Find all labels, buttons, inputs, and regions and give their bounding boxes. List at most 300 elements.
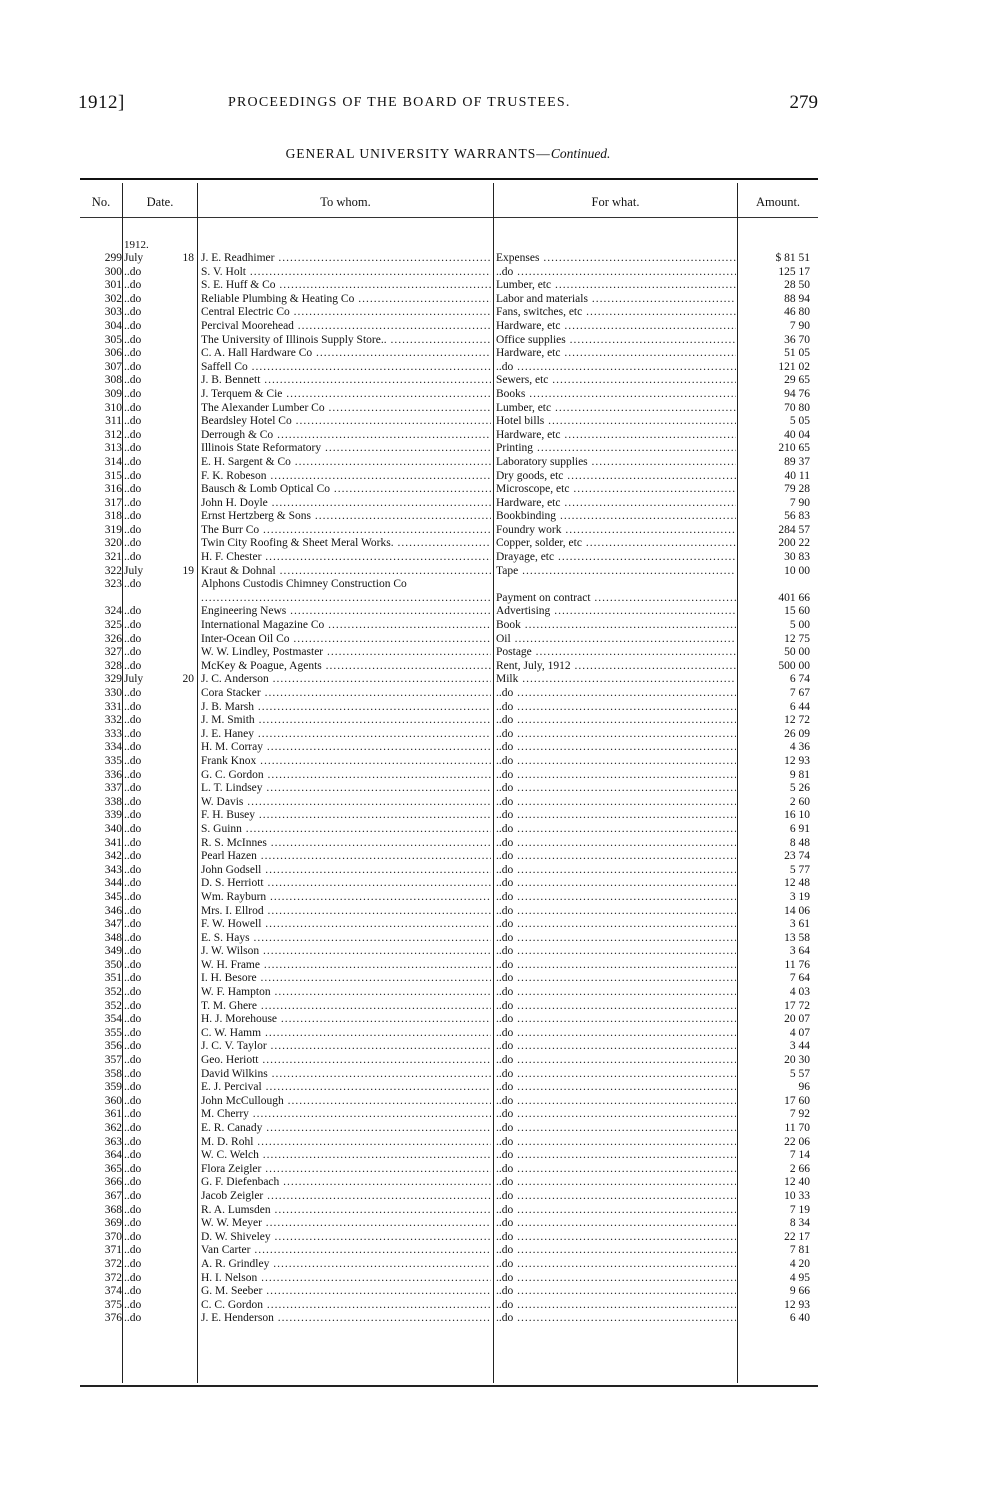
warrant-number: 360 — [104, 1094, 122, 1107]
warrant-amount: 89 37 — [784, 455, 810, 468]
warrant-number: 322 — [104, 564, 122, 577]
table-row — [80, 1272, 818, 1286]
table-row — [80, 1136, 818, 1150]
warrant-date-month: ..do — [124, 1026, 142, 1039]
table-row — [80, 932, 818, 946]
payment-purpose: Microscope, etc ..... — [496, 483, 736, 497]
warrant-number: 346 — [104, 904, 122, 917]
warrant-amount: 12 93 — [784, 1298, 810, 1311]
warrant-date-month: ..do — [124, 428, 142, 441]
warrant-number: 310 — [104, 401, 122, 414]
warrant-date-month: ..do — [124, 455, 142, 468]
payment-purpose: ..do ..... — [496, 972, 736, 986]
payment-purpose: Rent, July, 1912 ..... — [496, 660, 736, 674]
payee-name: David Wilkins ..... — [201, 1068, 491, 1082]
payment-purpose: Lumber, etc ..... — [496, 279, 736, 293]
payment-purpose: ..do ..... — [496, 1000, 736, 1014]
payee-name: The Burr Co ..... — [201, 524, 491, 538]
warrant-amount: 40 04 — [784, 428, 810, 441]
table-row — [80, 252, 818, 266]
payee-name: E. S. Hays ..... — [201, 932, 491, 946]
warrant-amount: 6 74 — [789, 673, 810, 686]
column-header-date: Date. — [146, 195, 174, 209]
warrant-number: 352 — [104, 986, 122, 999]
warrant-amount: 23 74 — [784, 850, 810, 863]
table-row — [80, 823, 818, 837]
warrant-date-month: ..do — [124, 1094, 142, 1107]
payment-purpose: ..do ..... — [496, 1244, 736, 1258]
payment-purpose: ..do ..... — [496, 932, 736, 946]
warrant-amount: 4 07 — [789, 1026, 810, 1039]
table-row — [80, 769, 818, 783]
warrant-amount: 28 50 — [784, 279, 810, 292]
warrant-number: 319 — [104, 523, 122, 536]
table-row — [80, 972, 818, 986]
table-row — [80, 1285, 818, 1299]
payee-name: Beardsley Hotel Co ..... — [201, 415, 491, 429]
payment-purpose: Drayage, etc ..... — [496, 551, 736, 565]
warrant-number: 301 — [104, 279, 122, 292]
payment-purpose: ..do ..... — [496, 837, 736, 851]
warrant-amount: 94 76 — [784, 387, 810, 400]
warrant-number: 337 — [104, 782, 122, 795]
warrant-amount: 11 70 — [784, 1122, 810, 1134]
warrant-date-month: ..do — [124, 646, 142, 659]
table-row — [80, 361, 818, 375]
warrant-date-month: ..do — [124, 265, 142, 278]
warrant-amount: 12 75 — [784, 632, 810, 645]
warrant-amount: 20 07 — [784, 1013, 810, 1026]
payee-name: W. H. Frame ..... — [201, 959, 491, 973]
warrant-date-month: ..do — [124, 1312, 142, 1325]
payee-name: Engineering News ..... — [201, 605, 491, 619]
table-row — [80, 918, 818, 932]
warrant-number: 363 — [104, 1135, 122, 1148]
table-row — [80, 1013, 818, 1027]
warrant-amount: 401 66 — [778, 591, 810, 604]
table-row — [80, 1095, 818, 1109]
payee-name: J. B. Bennett ..... — [201, 374, 491, 388]
warrant-date-month: ..do — [124, 1244, 142, 1257]
payment-purpose: Labor and materials ..... — [496, 293, 736, 307]
payment-purpose: ..do ..... — [496, 986, 736, 1000]
warrant-amount: 125 17 — [778, 265, 810, 278]
warrant-amount: 22 17 — [784, 1230, 810, 1243]
table-row — [80, 714, 818, 728]
payment-purpose: Payment on contract ..... — [496, 592, 736, 606]
table-row — [80, 306, 818, 320]
warrant-amount: 5 00 — [789, 619, 810, 632]
warrant-number: 365 — [104, 1162, 122, 1175]
payment-purpose: ..do ..... — [496, 1013, 736, 1027]
header-rule — [123, 217, 197, 218]
warrant-date-month: ..do — [124, 1067, 142, 1080]
warrant-amount: 12 72 — [784, 714, 810, 727]
table-row — [80, 660, 818, 674]
warrant-amount: 13 58 — [784, 931, 810, 944]
warrant-amount: 6 91 — [789, 822, 810, 835]
warrant-date-month: ..do — [124, 319, 142, 332]
table-row — [80, 1176, 818, 1190]
warrant-amount: $ 81 51 — [775, 252, 810, 264]
table-row — [80, 959, 818, 973]
table-row — [80, 1190, 818, 1204]
payee-name: E. J. Percival ..... — [201, 1081, 491, 1095]
warrant-date-month: ..do — [124, 741, 142, 754]
warrant-amount: 46 80 — [784, 306, 810, 319]
warrant-date-month: ..do — [124, 958, 142, 971]
table-row — [80, 347, 818, 361]
table-row — [80, 1054, 818, 1068]
payment-purpose: Hardware, etc ..... — [496, 320, 736, 334]
warrant-date-month: ..do — [124, 836, 142, 849]
warrant-date-month: ..do — [124, 1135, 142, 1148]
table-row — [80, 334, 818, 348]
payee-name: J. E. Henderson ..... — [201, 1312, 491, 1326]
column-header-no: No. — [91, 195, 111, 209]
table-row — [80, 402, 818, 416]
payment-purpose: Laboratory supplies ..... — [496, 456, 736, 470]
warrant-number: 330 — [104, 687, 122, 699]
warrant-date-month: ..do — [124, 551, 142, 564]
warrant-date-month: ..do — [124, 496, 142, 509]
warrant-number: 376 — [104, 1312, 122, 1325]
payee-name: S. Guinn ..... — [201, 823, 491, 837]
top-rule — [80, 178, 818, 180]
table-row — [80, 470, 818, 484]
table-row — [80, 1081, 818, 1095]
year-label: 1912. — [124, 239, 149, 251]
table-row — [80, 374, 818, 388]
payee-name: John McCullough ..... — [201, 1095, 491, 1109]
table-row — [80, 1108, 818, 1122]
payment-purpose: Hardware, etc ..... — [496, 429, 736, 443]
warrant-number: 328 — [104, 659, 122, 672]
payee-name: S. V. Holt ..... — [201, 266, 491, 280]
table-row — [80, 537, 818, 551]
warrant-number: 315 — [104, 469, 122, 482]
warrant-amount: 9 66 — [789, 1285, 810, 1298]
table-row — [80, 565, 818, 579]
warrant-amount: 30 83 — [784, 551, 810, 564]
warrant-date-month: ..do — [124, 1054, 142, 1067]
warrant-date-month: ..do — [124, 1203, 142, 1216]
warrant-amount: 284 57 — [778, 523, 810, 536]
warrant-number: 303 — [104, 306, 122, 319]
table-row — [80, 1299, 818, 1313]
warrant-amount: 121 02 — [778, 360, 810, 373]
warrant-amount: 9 81 — [789, 768, 810, 781]
warrant-number: 371 — [104, 1244, 122, 1257]
warrant-date-month: ..do — [124, 809, 142, 822]
warrant-amount: 4 36 — [789, 741, 810, 754]
payee-name: J. Terquem & Cie ..... — [201, 388, 491, 402]
warrant-amount: 3 64 — [789, 945, 810, 958]
warrant-date-month: ..do — [124, 619, 142, 632]
warrant-date-month: ..do — [124, 1149, 142, 1162]
warrant-amount: 4 03 — [789, 986, 810, 999]
warrant-date-month: July — [124, 673, 144, 686]
payment-purpose: Book ..... — [496, 619, 736, 633]
warrant-number: 344 — [104, 877, 122, 890]
payee-name: International Magazine Co ..... — [201, 619, 491, 633]
warrant-number: 323 — [104, 578, 122, 591]
table-row — [80, 1244, 818, 1258]
table-row — [80, 864, 818, 878]
payee-name: John Godsell ..... — [201, 864, 491, 878]
payee-name: Bausch & Lomb Optical Co ..... — [201, 483, 491, 497]
warrant-amount: 500 00 — [778, 659, 810, 672]
payment-purpose: Oil ..... — [496, 633, 736, 647]
warrant-number: 354 — [104, 1013, 122, 1026]
warrant-date-month: ..do — [124, 469, 142, 482]
payment-purpose: Postage ..... — [496, 646, 736, 660]
payee-name: J. M. Smith ..... — [201, 714, 491, 728]
payment-purpose: ..do ..... — [496, 796, 736, 810]
warrant-date-month: ..do — [124, 659, 142, 672]
payment-purpose: Tape ..... — [496, 565, 736, 579]
payment-purpose: ..do ..... — [496, 1136, 736, 1150]
payment-purpose: Dry goods, etc ..... — [496, 470, 736, 484]
warrant-date-month: ..do — [124, 1013, 142, 1026]
warrant-number: 372 — [104, 1271, 122, 1284]
payment-purpose: ..do ..... — [496, 1217, 736, 1231]
warrant-amount: 50 00 — [784, 646, 810, 659]
table-row — [80, 945, 818, 959]
payee-name: Saffell Co ..... — [201, 361, 491, 375]
payee-name: D. S. Herriott ..... — [201, 877, 491, 891]
payment-purpose: Expenses ..... — [496, 252, 736, 266]
warrant-amount: 210 65 — [778, 442, 810, 455]
payee-name: Frank Knox ..... — [201, 755, 491, 769]
payment-purpose: ..do ..... — [496, 1204, 736, 1218]
payee-name: S. E. Huff & Co ..... — [201, 279, 491, 293]
payment-purpose: ..do ..... — [496, 701, 736, 715]
payment-purpose: ..do ..... — [496, 1312, 736, 1326]
warrant-number: 366 — [104, 1176, 122, 1189]
warrant-number: 359 — [104, 1081, 122, 1094]
payment-purpose: ..do ..... — [496, 864, 736, 878]
warrant-date-month: ..do — [124, 523, 142, 536]
payment-purpose: ..do ..... — [496, 1285, 736, 1299]
table-row — [80, 1163, 818, 1177]
bottom-rule — [80, 1385, 818, 1387]
payee-name: W. C. Welch ..... — [201, 1149, 491, 1163]
header-rule — [80, 217, 122, 218]
warrant-date-month: ..do — [124, 1257, 142, 1270]
table-row — [80, 1204, 818, 1218]
payment-purpose: ..do ..... — [496, 266, 736, 280]
warrant-number: 355 — [104, 1026, 122, 1039]
payee-name: W. W. Meyer ..... — [201, 1217, 491, 1231]
warrant-date-month: ..do — [124, 999, 142, 1012]
warrant-amount: 26 09 — [784, 727, 810, 740]
warrant-number: 342 — [104, 850, 122, 863]
warrant-amount: 3 61 — [789, 918, 810, 931]
payment-purpose: ..do ..... — [496, 1163, 736, 1177]
table-row — [80, 1000, 818, 1014]
warrant-date-month: ..do — [124, 279, 142, 292]
payee-name: Geo. Heriott ..... — [201, 1054, 491, 1068]
warrant-number: 305 — [104, 333, 122, 346]
warrant-date-month: ..do — [124, 1081, 142, 1094]
warrant-amount: 2 66 — [789, 1162, 810, 1175]
table-title-continued: Continued. — [550, 146, 611, 161]
warrant-number: 321 — [104, 551, 122, 564]
payment-purpose: ..do ..... — [496, 1108, 736, 1122]
warrant-amount: 6 44 — [789, 700, 810, 713]
payment-purpose: ..do ..... — [496, 1272, 736, 1286]
page-number: 279 — [789, 92, 818, 113]
payee-name: J. C. V. Taylor ..... — [201, 1040, 491, 1054]
warrant-amount: 7 92 — [789, 1108, 810, 1121]
payment-purpose: ..do ..... — [496, 850, 736, 864]
table-body — [80, 252, 818, 1326]
payee-name: H. J. Morehouse ..... — [201, 1013, 491, 1027]
table-row — [80, 728, 818, 742]
header-rule — [198, 217, 493, 218]
warrant-number: 307 — [104, 360, 122, 373]
warrant-number: 351 — [104, 972, 122, 985]
warrant-date-month: ..do — [124, 292, 142, 305]
payment-purpose: Printing ..... — [496, 442, 736, 456]
warrant-number: 374 — [104, 1285, 122, 1298]
warrant-number: 375 — [104, 1298, 122, 1311]
warrant-amount: 15 60 — [784, 605, 810, 618]
warrant-date-month: ..do — [124, 387, 142, 400]
payee-name: I. H. Besore ..... — [201, 972, 491, 986]
table-row — [80, 1040, 818, 1054]
payment-purpose: ..do ..... — [496, 1027, 736, 1041]
warrant-date-month: ..do — [124, 401, 142, 414]
warrant-date-month: ..do — [124, 931, 142, 944]
warrant-number: 340 — [104, 822, 122, 835]
warrant-date-month: ..do — [124, 1189, 142, 1202]
payee-name: J. C. Anderson ..... — [201, 673, 491, 687]
payee-name: Cora Stacker ..... — [201, 687, 491, 701]
warrant-number: 350 — [104, 958, 122, 971]
payment-purpose: ..do ..... — [496, 728, 736, 742]
warrant-number: 334 — [104, 741, 122, 754]
payee-name: Van Carter ..... — [201, 1244, 491, 1258]
warrant-date-month: ..do — [124, 333, 142, 346]
table-row — [80, 1258, 818, 1272]
table-row — [80, 986, 818, 1000]
warrant-number: 320 — [104, 537, 122, 550]
warrant-amount: 5 77 — [789, 863, 810, 876]
table-row — [80, 905, 818, 919]
warrant-number: 339 — [104, 809, 122, 822]
payment-purpose: ..do ..... — [496, 945, 736, 959]
payment-purpose: ..do ..... — [496, 1299, 736, 1313]
table-row — [80, 809, 818, 823]
payee-name: J. W. Wilson ..... — [201, 945, 491, 959]
payment-purpose: Lumber, etc ..... — [496, 402, 736, 416]
warrant-amount: 5 26 — [789, 782, 810, 795]
payee-name: J. E. Readhimer ..... — [201, 252, 491, 266]
warrant-number: 370 — [104, 1230, 122, 1243]
payment-purpose: ..do ..... — [496, 1190, 736, 1204]
warrant-number: 331 — [104, 700, 122, 713]
table-row — [80, 755, 818, 769]
warrant-date-month: July — [124, 252, 144, 264]
warrant-date-month: ..do — [124, 1285, 142, 1298]
warrant-amount: 36 70 — [784, 333, 810, 346]
warrant-number: 348 — [104, 931, 122, 944]
warrant-number: 332 — [104, 714, 122, 727]
warrant-number: 318 — [104, 510, 122, 523]
warrant-number: 347 — [104, 918, 122, 931]
payee-name: C. C. Gordon ..... — [201, 1299, 491, 1313]
warrant-amount: 12 40 — [784, 1176, 810, 1189]
warrant-amount: 56 83 — [784, 510, 810, 523]
warrant-number: 302 — [104, 292, 122, 305]
warrant-amount: 10 33 — [784, 1189, 810, 1202]
warrant-amount: 12 93 — [784, 754, 810, 767]
warrant-number: 314 — [104, 455, 122, 468]
warrant-amount: 96 — [798, 1081, 810, 1094]
payee-name: R. A. Lumsden ..... — [201, 1204, 491, 1218]
payment-purpose: Hardware, etc ..... — [496, 497, 736, 511]
payee-name: McKey & Poague, Agents ..... — [201, 660, 491, 674]
warrant-number: 325 — [104, 619, 122, 632]
warrant-date-month: ..do — [124, 578, 142, 591]
table-row — [80, 524, 818, 538]
warrant-date-month: ..do — [124, 890, 142, 903]
payment-purpose: Advertising ..... — [496, 605, 736, 619]
payment-purpose: Office supplies ..... — [496, 334, 736, 348]
table-row — [80, 782, 818, 796]
warrant-number: 356 — [104, 1040, 122, 1053]
payment-purpose: ..do ..... — [496, 1040, 736, 1054]
warrant-date-month: ..do — [124, 768, 142, 781]
warrant-number: 361 — [104, 1108, 122, 1121]
payee-name: W. Davis ..... — [201, 796, 491, 810]
payee-name: Illinois State Reformatory ..... — [201, 442, 491, 456]
warrant-date-month: ..do — [124, 863, 142, 876]
payment-purpose: ..do ..... — [496, 741, 736, 755]
payee-name: Twin City Roofing & Sheet Meral Works. ..... — [201, 537, 491, 551]
table-row — [80, 1027, 818, 1041]
warrant-number: 367 — [104, 1189, 122, 1202]
table-row — [80, 891, 818, 905]
warrant-amount: 7 19 — [789, 1203, 810, 1216]
warrant-date-month: ..do — [124, 754, 142, 767]
table-row — [80, 646, 818, 660]
warrant-number: 368 — [104, 1203, 122, 1216]
payee-name: T. M. Ghere ..... — [201, 1000, 491, 1014]
warrant-number: 306 — [104, 347, 122, 360]
warrant-number: 324 — [104, 605, 122, 618]
column-header-amount: Amount. — [755, 195, 801, 209]
table-row — [80, 1312, 818, 1326]
payee-name: M. D. Rohl ..... — [201, 1136, 491, 1150]
warrant-date-month: ..do — [124, 1217, 142, 1230]
payment-purpose: ..do ..... — [496, 891, 736, 905]
running-head-title: PROCEEDINGS OF THE BOARD OF TRUSTEES. — [228, 95, 571, 110]
payee-name: L. T. Lindsey ..... — [201, 782, 491, 796]
warrant-amount: 4 20 — [789, 1257, 810, 1270]
payee-name: Central Electric Co ..... — [201, 306, 491, 320]
payment-purpose: ..do ..... — [496, 1176, 736, 1190]
warrant-number: 308 — [104, 374, 122, 387]
warrant-amount: 17 60 — [784, 1094, 810, 1107]
payment-purpose: ..do ..... — [496, 918, 736, 932]
payment-purpose: Hotel bills ..... — [496, 415, 736, 429]
warrant-date-month: ..do — [124, 972, 142, 985]
warrant-number: 349 — [104, 945, 122, 958]
table-row — [80, 877, 818, 891]
